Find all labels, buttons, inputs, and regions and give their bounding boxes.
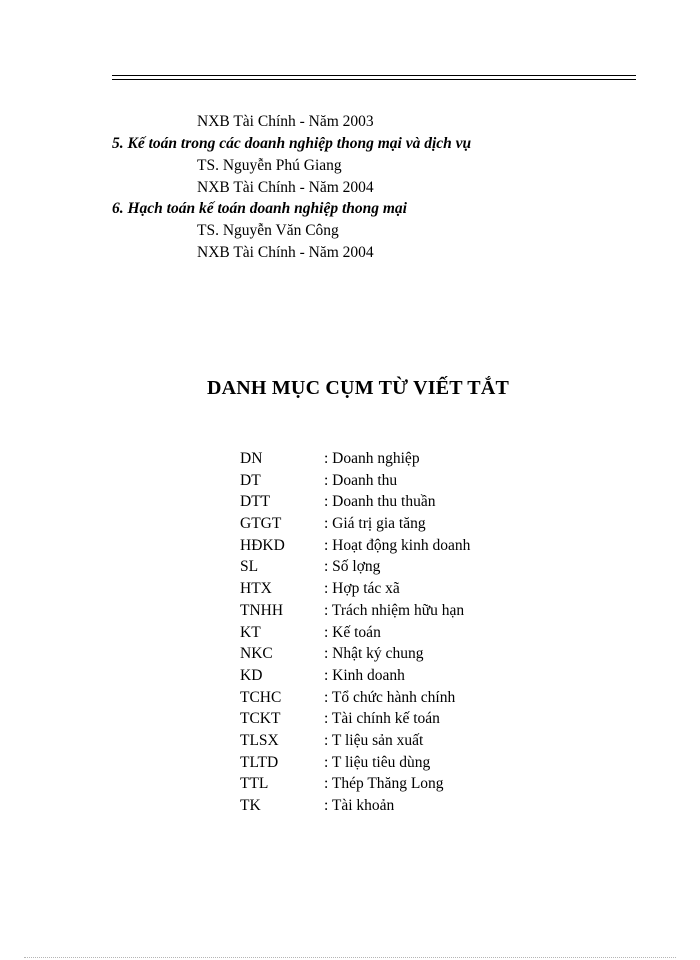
reference-5-author: TS. Nguyễn Phú Giang [197, 157, 342, 174]
abbreviation-definition: : Nhật ký chung [324, 645, 424, 663]
abbreviation-definition: : T liệu tiêu dùng [324, 753, 431, 771]
abbreviation-code: KD [240, 666, 263, 684]
abbreviation-code: DN [240, 450, 263, 467]
reference-5-publisher: NXB Tài Chính - Năm 2004 [197, 179, 374, 196]
abbreviation-code: TK [240, 797, 261, 814]
abbreviation-definition: : Doanh thu thuần [324, 493, 436, 511]
abbreviation-definition: : Kinh doanh [324, 666, 405, 684]
reference-5-title: 5. Kế toán trong các doanh nghiệp thong mại và dịch vụ [112, 135, 472, 152]
abbreviation-code: TCKT [240, 710, 281, 728]
abbreviation-definition: : Doanh nghiệp [324, 450, 420, 467]
abbreviation-code: SL [240, 558, 259, 576]
abbreviation-code: TCHC [240, 688, 282, 706]
header-rule-bottom [112, 79, 636, 80]
abbreviation-code: HTX [240, 580, 272, 598]
reference-6-author: TS. Nguyễn Văn Công [197, 222, 339, 239]
abbreviation-code: NKC [240, 645, 273, 663]
abbreviation-code: TNHH [240, 601, 284, 619]
header-rule-top [112, 75, 636, 76]
abbreviation-code: KT [240, 623, 261, 641]
abbreviations-section-title: DANH MỤC CỤM TỪ VIẾT TẮT [206, 377, 510, 399]
abbreviation-code: DT [240, 471, 261, 489]
abbreviation-definition: : Hoạt động kinh doanh [324, 536, 471, 554]
abbreviation-code: DTT [240, 493, 271, 511]
abbreviation-definition: : Giá trị gia tăng [324, 515, 426, 533]
abbreviation-definition: : Kế toán [324, 623, 381, 641]
abbreviation-code: GTGT [240, 515, 282, 533]
abbreviation-definition: : Tài khoản [324, 797, 395, 814]
abbreviation-code: TLSX [240, 731, 279, 749]
abbreviation-definition: : Số lợng [324, 558, 381, 576]
abbreviation-code: HĐKD [240, 536, 285, 554]
abbreviation-definition: : Thép Thăng Long [324, 775, 444, 793]
abbreviation-definition: : Hợp tác xã [324, 580, 400, 598]
abbreviation-definition: : T liệu sản xuất [324, 731, 424, 749]
reference-6-publisher: NXB Tài Chính - Năm 2004 [197, 244, 374, 261]
abbreviation-definition: : Trách nhiệm hữu hạn [324, 601, 465, 619]
abbreviation-definition: : Tài chính kế toán [324, 710, 440, 728]
abbreviation-code: TLTD [240, 753, 279, 771]
page-bottom-border [24, 957, 676, 958]
abbreviation-code: TTL [240, 775, 269, 793]
reference-6-title: 6. Hạch toán kế toán doanh nghiệp thong mại [112, 200, 407, 217]
abbreviation-definition: : Tổ chức hành chính [324, 688, 456, 706]
reference-publisher-2003: NXB Tài Chính - Năm 2003 [197, 113, 374, 130]
abbreviation-definition: : Doanh thu [324, 471, 398, 489]
